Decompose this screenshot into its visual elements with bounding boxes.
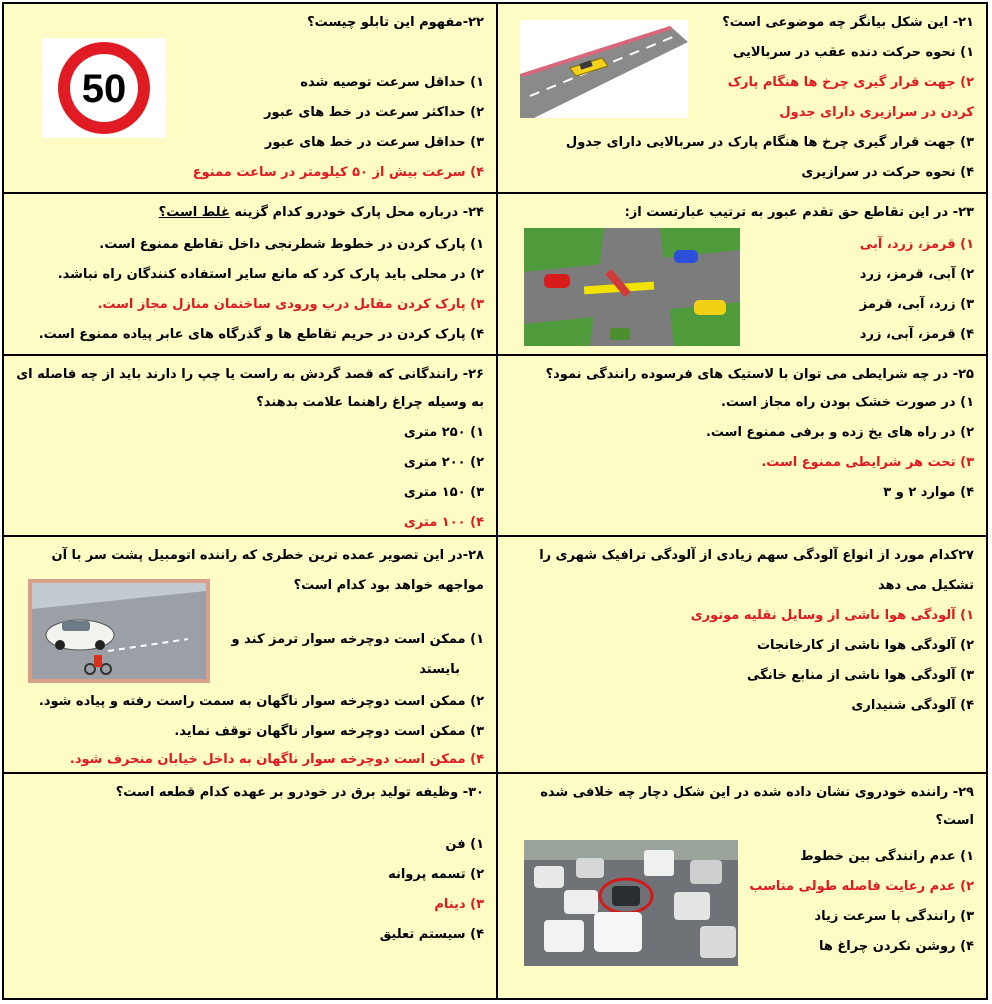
question-title: ۳۰- وظیفه تولید برق در خودرو بر عهده کدام قطعه است؟ bbox=[115, 785, 484, 800]
question-title: ۲۹- راننده خودروی نشان داده شده در این شکل دچار چه خلافی شده bbox=[540, 785, 974, 800]
question-25 bbox=[498, 356, 986, 535]
question-title: ۲۱- این شکل بیانگر چه موضوعی است؟ bbox=[722, 15, 974, 30]
option-3-correct: ۳) دینام bbox=[434, 897, 484, 912]
option-1: ۱) ممکن است دوچرخه سوار ترمز کند و bbox=[231, 632, 484, 647]
question-title-continued: تشکیل می دهد bbox=[877, 578, 974, 593]
question-title: ۲۸-در این تصویر عمده ترین خطری که راننده اتومبیل پشت سر با آن bbox=[51, 548, 484, 563]
question-title: ۲۷کدام مورد از انواع آلودگی سهم زیادی از آلودگی ترافیک شهری را bbox=[539, 548, 974, 563]
option-2: ۲) در راه های یخ زده و برفی ممنوع است. bbox=[705, 425, 974, 440]
option-3: ۳) زرد، آبی، قرمز bbox=[859, 297, 974, 312]
intersection-image bbox=[524, 228, 740, 346]
option-3-correct: ۳) پارک کردن مقابل درب ورودی ساختمان منازل مجاز است. bbox=[97, 297, 484, 312]
question-23 bbox=[498, 194, 986, 354]
option-2-correct: ۲) جهت قرار گیری چرخ ها هنگام پارک bbox=[727, 75, 974, 90]
option-4: ۴) سیستم تعلیق bbox=[379, 927, 484, 942]
option-2-continued: کردن در سرازیری دارای جدول bbox=[779, 105, 974, 120]
option-3: ۳) جهت قرار گیری چرخ ها هنگام پارک در سربالایی دارای جدول bbox=[565, 135, 974, 150]
option-4-correct: ۴) ۱۰۰ متری bbox=[403, 515, 484, 530]
question-title bbox=[12, 198, 484, 228]
question-title: ۲۵- در چه شرایطی می توان با لاستیک های فرسوده رانندگی نمود؟ bbox=[545, 367, 974, 382]
option-1: ۱) در صورت خشک بودن راه مجاز است. bbox=[720, 395, 974, 410]
parking-slope-image bbox=[520, 20, 688, 118]
option-3: ۳) رانندگی با سرعت زیاد bbox=[814, 909, 974, 924]
option-1: ۱) حداقل سرعت توصیه شده bbox=[300, 75, 484, 90]
question-title: ۲۳- در این تقاطع حق تقدم عبور به ترتیب عبارتست از: bbox=[624, 205, 974, 220]
option-1-continued: بایستد bbox=[419, 662, 460, 677]
option-4: ۴) قرمز، آبی، زرد bbox=[859, 327, 974, 342]
question-27 bbox=[498, 537, 986, 772]
question-title: ۲۲-مفهوم این تابلو چیست؟ bbox=[307, 15, 484, 30]
option-1: ۱) پارک کردن در خطوط شطرنجی داخل تقاطع ممنوع است. bbox=[99, 237, 484, 252]
option-1: ۱) ۲۵۰ متری bbox=[403, 425, 484, 440]
option-3-correct: ۳) تحت هر شرایطی ممنوع است. bbox=[761, 455, 974, 470]
option-4-correct: ۴) ممکن است دوچرخه سوار ناگهان به داخل خیابان منحرف شود. bbox=[69, 752, 484, 767]
speed-limit-sign-image bbox=[42, 38, 166, 138]
question-26 bbox=[4, 356, 496, 535]
speed-limit-value: 50 bbox=[81, 67, 127, 111]
option-1: ۱) فن bbox=[445, 837, 484, 852]
question-30 bbox=[4, 774, 496, 998]
question-title-text: ۲۴- درباره محل پارک خودرو کدام گزینه bbox=[229, 205, 484, 220]
option-4: ۴) موارد ۲ و ۳ bbox=[883, 485, 974, 500]
question-29 bbox=[498, 774, 986, 998]
option-3: ۳) ممکن است دوچرخه سوار ناگهان توقف نماید. bbox=[174, 724, 484, 739]
option-2: ۲) تسمه پروانه bbox=[388, 867, 484, 882]
option-1-correct: ۱) قرمز، زرد، آبی bbox=[859, 237, 974, 252]
option-3: ۳) آلودگی هوا ناشی از منابع خانگی bbox=[746, 668, 974, 683]
question-title-continued: به وسیله چراغ راهنما علامت بدهند؟ bbox=[256, 395, 484, 410]
question-title-continued: مواجهه خواهد بود کدام است؟ bbox=[293, 578, 484, 593]
question-24 bbox=[4, 194, 496, 354]
option-3: ۳) ۱۵۰ متری bbox=[403, 485, 484, 500]
traffic-photo-image bbox=[524, 840, 738, 966]
option-2: ۲) حداکثر سرعت در خط های عبور bbox=[264, 105, 484, 120]
option-4-correct: ۴) سرعت بیش از ۵۰ کیلومتر در ساعت ممنوع bbox=[192, 165, 484, 180]
option-4: ۴) آلودگی شنیداری bbox=[851, 698, 974, 713]
option-1: ۱) نحوه حرکت دنده عقب در سربالایی bbox=[732, 45, 974, 60]
option-3: ۳) حداقل سرعت در خط های عبور bbox=[264, 135, 484, 150]
option-2: ۲) ۲۰۰ متری bbox=[403, 455, 484, 470]
option-2: ۲) ممکن است دوچرخه سوار ناگهان به سمت راست رفته و پیاده شود. bbox=[38, 694, 484, 709]
option-4: ۴) نحوه حرکت در سرازیری bbox=[801, 165, 974, 180]
quiz-sheet bbox=[2, 2, 988, 1000]
option-1-correct: ۱) آلودگی هوا ناشی از وسایل نقلیه موتوری bbox=[690, 608, 974, 623]
option-4: ۴) روشن نکردن چراغ ها bbox=[818, 939, 974, 954]
question-21 bbox=[498, 4, 986, 192]
option-1: ۱) عدم رانندگی بین خطوط bbox=[800, 849, 974, 864]
question-title: ۲۶- رانندگانی که قصد گردش به راست یا چپ را دارند باید از چه فاصله ای bbox=[16, 367, 484, 382]
question-title-emphasis: غلط است؟ bbox=[158, 205, 230, 220]
question-28 bbox=[4, 537, 496, 772]
option-2: ۲) آلودگی هوا ناشی از کارخانجات bbox=[756, 638, 974, 653]
option-2: ۲) آبی، قرمز، زرد bbox=[859, 267, 974, 282]
question-title-continued: است؟ bbox=[935, 813, 974, 828]
option-2: ۲) در محلی باید پارک کرد که مانع سایر استفاده کنندگان راه نباشد. bbox=[57, 267, 484, 282]
option-2-correct: ۲) عدم رعایت فاصله طولی مناسب bbox=[749, 879, 974, 894]
option-4: ۴) پارک کردن در حریم تقاطع ها و گذرگاه های عابر پیاده ممنوع است. bbox=[38, 327, 484, 342]
question-22 bbox=[4, 4, 496, 192]
cyclist-road-image bbox=[28, 579, 210, 683]
